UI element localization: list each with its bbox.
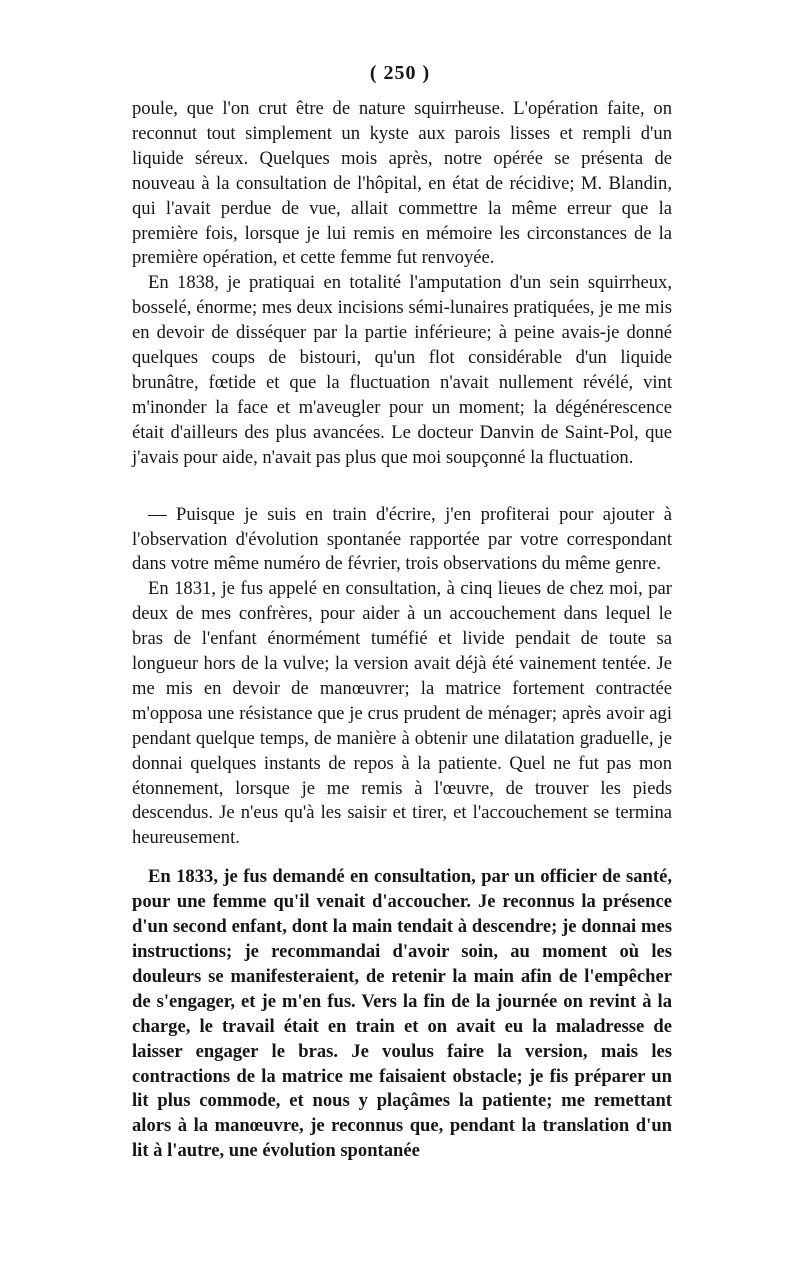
paragraph-continuation: poule, que l'on crut être de nature squirrheuse. L'opération faite, on reconnut tout simplement un kyste aux parois lisses et rempli d'un liquide séreux. Quelques mois après, notre opérée se présenta de nouveau à la consultation de l'hôpital, en état de récidive; M. Blandin, qui l'avait perdue de vue, allait commettre la même erreur que la première fois, lorsque je lui remis en mémoire les circonstances de la première opération, et cette femme fut renvoyée. [132,98,672,269]
paragraph-1838: En 1838, je pratiquai en totalité l'amputation d'un sein squirrheux, bosselé, énorme; mes deux incisions sémi-lunaires pratiquées, je me mis en devoir de disséquer par la partie inférieure; à peine avais-je donné quelques coups de bistouri, qu'un flot considérable d'un liquide brunâtre, fœtide et que la fluctuation n'avait nullement révélé, vint m'inonder la face et m'aveugler pour un moment; la dégénérescence était d'ailleurs des plus avancées. Le docteur Danvin de Saint-Pol, que j'avais pour aide, n'avait pas plus que moi soupçonné la fluctuation. [132,272,672,468]
paragraph-gap [132,851,672,865]
section-gap [132,471,672,503]
text-body [132,97,672,1164]
paragraph-puisque: — Puisque je suis en train d'écrire, j'en profiterai pour ajouter à l'observation d'évolution spontanée rapportée par votre correspondant dans votre même numéro de février, trois observations du même genre. [132,503,672,575]
page-number: ( 250 ) [369,62,431,84]
paragraph-1831: En 1831, je fus appelé en consultation, à cinq lieues de chez moi, par deux de mes confrères, pour aider à un accouchement dans lequel le bras de l'enfant énormément tuméfié et livide pendait de toute sa longueur hors de la vulve; la version avait déjà été vainement tentée. Je me mis en devoir de manœuvrer; la matrice fortement contractée m'opposa une résistance que je crus prudent de ménager; après avoir agi pendant quelque temps, de manière à obtenir une dilatation graduelle, je donnai quelques instants de repos à la patiente. Quel ne fut pas mon étonnement, lorsque je me remis à l'œuvre, de trouver les pieds descendus. Je n'eus qu'à les saisir et tirer, et l'accouchement se termina heureusement. [132,578,672,849]
paragraph-1833: En 1833, je fus demandé en consultation, par un officier de santé, pour une femme qu'il venait d'accoucher. Je reconnus la présence d'un second enfant, dont la main tendait à descendre; je donnai mes instructions; je recommandai d'avoir soin, au moment où les douleurs se manifesteraient, de retenir la main afin de l'empêcher de s'engager, et je m'en fus. Vers la fin de la journée on revint à la charge, le travail était en train et on avait eu la maladresse de laisser engager le bras. Je voulus faire la version, mais les contractions de la matrice me faisaient obstacle; je fis préparer un lit plus commode, et nous y plaçâmes la patiente; me remettant alors à la manœuvre, je reconnus que, pendant la translation d'un lit à l'autre, une évolution spontanée [132,866,672,1162]
